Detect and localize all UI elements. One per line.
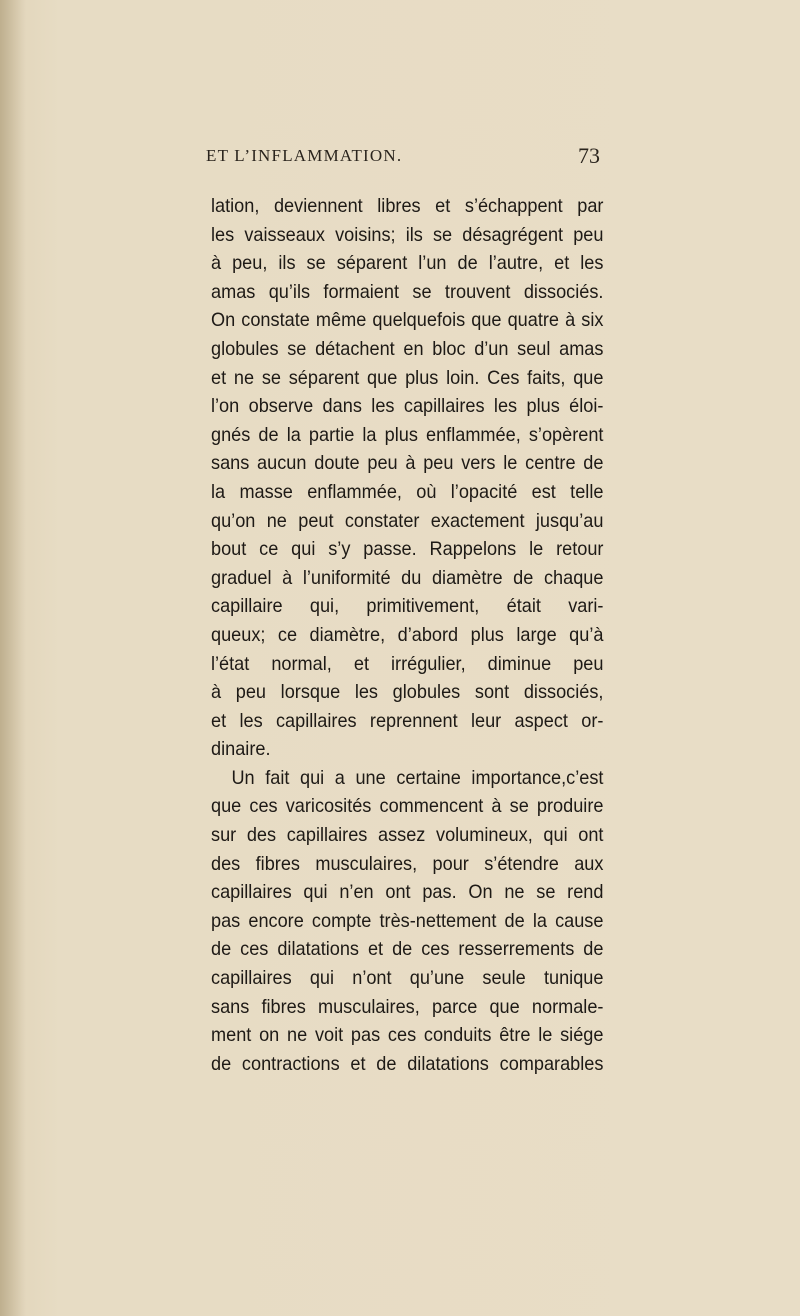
text-line: sans fibres musculaires, parce que normale- [211,995,604,1018]
text-line: des fibres musculaires, pour s’étendre aux [211,852,604,875]
text-line: dinaire. [211,738,271,761]
text-line: lation, deviennent libres et s’échappent par [211,195,604,217]
text-line: capillaires qui n’en ont pas. On ne se rend [211,881,604,904]
body-text [211,192,604,1078]
text-line: queux; ce diamètre, d’abord plus large qu’à [211,623,604,646]
text-line: amas qu’ils formaient se trouvent dissociés. [211,280,604,303]
text-line: à peu, ils se séparent l’un de l’autre, et les [211,252,604,275]
text-line: globules se détachent en bloc d’un seul amas [211,337,604,360]
page-gutter-shadow [0,0,26,1316]
text-line: à peu lorsque les globules sont dissociés, [211,681,604,704]
page-header [206,143,600,170]
text-line: que ces varicosités commencent à se produire [211,795,604,818]
text-line: graduel à l’uniformité du diamètre de chaque [211,566,604,589]
text-line: la masse enflammée, où l’opacité est telle [211,480,604,503]
text-line: capillaire qui, primitivement, était vari- [211,595,604,618]
text-line: gnés de la partie la plus enflammée, s’opèrent [211,423,604,446]
page-number: 73 [578,143,600,168]
text-line: sur des capillaires assez volumineux, qui ont [211,824,604,847]
text-line: l’on observe dans les capillaires les plus éloi- [211,395,604,418]
text-line: les vaisseaux voisins; ils se désagrégent peu [211,223,604,246]
text-line: capillaires qui n’ont qu’une seule tunique [211,967,604,990]
text-line: l’état normal, et irrégulier, diminue peu [211,652,604,675]
text-line: pas encore compte très-nettement de la cause [211,909,604,932]
text-line: sans aucun doute peu à peu vers le centre de [211,452,604,475]
text-line: de contractions et de dilatations comparables [211,1052,604,1075]
text-line: et les capillaires reprennent leur aspect or- [211,709,604,732]
text-line: de ces dilatations et de ces resserrements de [211,938,604,961]
text-line: qu’on ne peut constater exactement jusqu’au [211,509,604,532]
text-line: ment on ne voit pas ces conduits être le siége [211,1024,604,1047]
text-line: bout ce qui s’y passe. Rappelons le retour [211,538,604,561]
running-title: ET L’INFLAMMATION. [206,146,403,165]
text-line: Un fait qui a une certaine importance,c’est [231,766,604,789]
text-line: et ne se séparent que plus loin. Ces faits, que [211,366,604,389]
text-line: On constate même quelquefois que quatre à six [211,309,604,332]
